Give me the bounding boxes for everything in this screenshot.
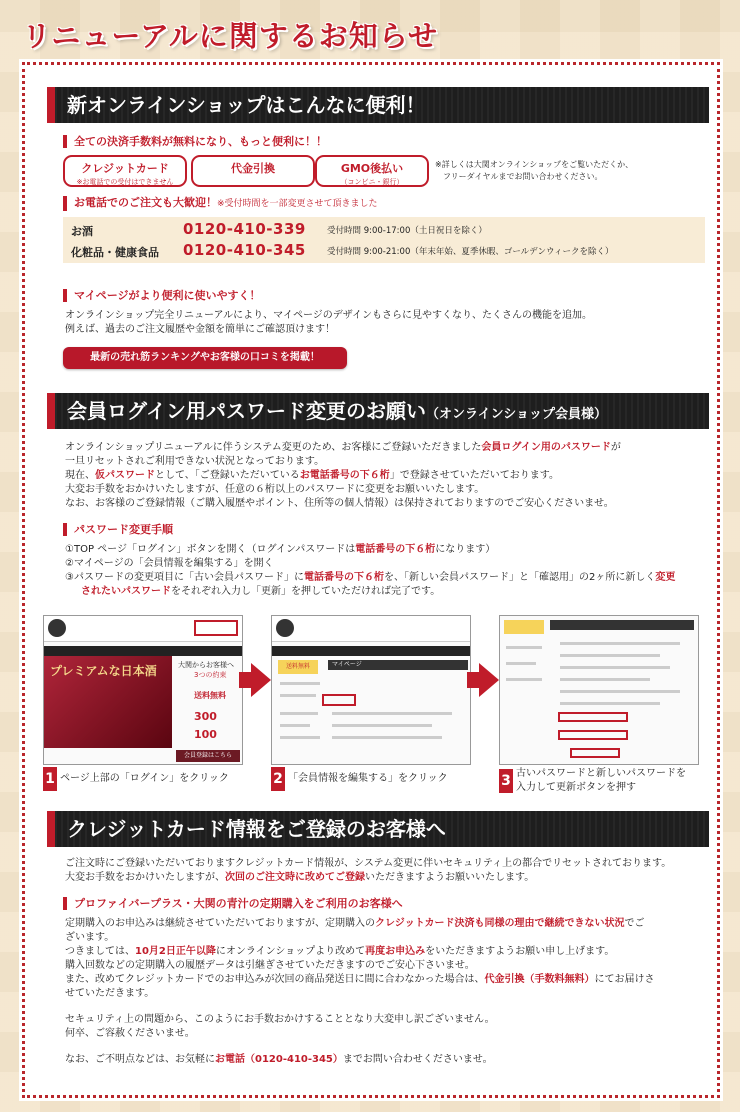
login-highlight bbox=[194, 620, 238, 636]
contact-line bbox=[65, 1053, 493, 1067]
step-text: ページ上部の「ログイン」をクリック bbox=[60, 773, 229, 784]
text-span: なお、ご不明点などは、お気軽に bbox=[65, 1054, 215, 1065]
phone-hours: 受付時間 9:00-21:00（年末年始、夏季休暇、ゴールデンウィークを除く） bbox=[327, 247, 614, 257]
credit-para-1: ご注文時にご登録いただいておりますクレジットカード情報が、システム変更に伴いセキュリティ上の都合でリセットされております。 bbox=[65, 858, 672, 869]
register-button: 会員登録はこちら bbox=[176, 750, 240, 762]
update-button-highlight bbox=[570, 748, 620, 758]
phone-number[interactable]: 0120-410-345 bbox=[183, 241, 306, 259]
step-text-line-1: 古いパスワードと新しいパスワードを bbox=[516, 768, 686, 779]
subscription-para-1 bbox=[65, 917, 644, 931]
mypage-text-1: オンラインショップ完全リニューアルにより、マイページのデザインもさらに見やすくなり、たくさんの機能を追加。 bbox=[65, 310, 593, 321]
password-header-small: （オンラインショップ会員様） bbox=[426, 407, 608, 422]
phone-title bbox=[63, 196, 378, 211]
text-span: までお問い合わせくださいませ。 bbox=[342, 1054, 493, 1065]
mypage-title: マイページがより便利に使いやすく！ bbox=[63, 289, 261, 302]
text-span: になります） bbox=[435, 544, 496, 555]
text-span: また、改めてクレジットカードでのお申込みが次回の商品発送日に間に合わなかった場合は、 bbox=[65, 974, 485, 985]
step-2 bbox=[271, 767, 448, 791]
cash-on-delivery-button[interactable] bbox=[191, 155, 315, 187]
phone-box bbox=[63, 217, 705, 263]
text-span-red: クレジットカード決済も同様の理由で継続できない状況 bbox=[375, 918, 625, 929]
cash-on-delivery-label: 代金引換 bbox=[231, 162, 275, 175]
text-span: いただきますようお願いいたします。 bbox=[365, 872, 535, 883]
credit-card-label: クレジットカード bbox=[81, 162, 169, 175]
step-number: 2 bbox=[271, 767, 285, 791]
screenshot-mypage bbox=[271, 615, 471, 765]
payment-note bbox=[435, 159, 633, 183]
logo-icon bbox=[276, 619, 294, 637]
subscription-title: プロファイバープラス・大関の青汁の定期購入をご利用のお客様へ bbox=[63, 897, 403, 910]
text-span: ①TOP ページ「ログイン」ボタンを開く（ログインパスワードは bbox=[65, 544, 356, 555]
step-number: 1 bbox=[43, 767, 57, 791]
step-text bbox=[516, 767, 686, 795]
text-span-red: 会員ログイン用のパスワード bbox=[481, 442, 611, 453]
subscription-para-5 bbox=[65, 973, 654, 987]
text-span: 」で登録させていただいております。 bbox=[389, 470, 560, 481]
form-header-bar bbox=[550, 620, 694, 630]
subscription-para-3 bbox=[65, 945, 614, 959]
password-para-4: 大変お手数をおかけいたしますが、任意の６桁以上のパスワードに変更をお願いいたします。 bbox=[65, 484, 485, 495]
text-span-red: 代金引換（手数料無料） bbox=[484, 974, 595, 985]
text-span-red: お電話番号の下６桁 bbox=[299, 470, 390, 481]
text-span: として、「ご登録いただいている bbox=[155, 470, 300, 481]
phone-title-text: お電話でのご注文も大歓迎！ bbox=[74, 196, 217, 209]
password-para-5: なお、お客様のご登録情報（ご購入履歴やポイント、住所等の個人情報）は保持されておりますのでご安心くださいませ。 bbox=[65, 498, 614, 509]
section-header-online-shop: 新オンラインショップはこんなに便利！ bbox=[47, 87, 709, 123]
password-step-3-cont bbox=[81, 585, 440, 599]
gmo-deferred-label: GMO後払い bbox=[340, 162, 404, 175]
text-span: をいただきますようお願い申し上げます。 bbox=[425, 946, 615, 957]
notice-panel bbox=[22, 62, 720, 1098]
step-text-line-2: 入力して更新ボタンを押す bbox=[516, 782, 636, 793]
gmo-deferred-sub: （コンビニ・銀行） bbox=[340, 178, 404, 186]
password-step-2: ②マイページの「会員情報を編集する」を開く bbox=[65, 558, 274, 569]
points-100: 100 bbox=[194, 728, 217, 741]
text-span: 大変お手数をおかけいたしますが、 bbox=[65, 872, 225, 883]
shipping-badge: 送料無料 bbox=[278, 660, 318, 674]
subscription-para-2: ざいます。 bbox=[65, 932, 115, 943]
password-step-3 bbox=[65, 571, 675, 585]
old-password-highlight bbox=[558, 712, 628, 722]
text-span-red: 再度お申込み bbox=[365, 946, 426, 957]
promise-title: 大関からお客様へ bbox=[178, 661, 234, 669]
text-span-red: されたいパスワード bbox=[81, 586, 171, 597]
password-steps-title: パスワード変更手順 bbox=[63, 523, 173, 536]
subscription-para-4: 購入回数などの定期購入の履歴データは引継ぎさせていただきますのでご安心下さいませ。 bbox=[65, 960, 475, 971]
new-password-highlight bbox=[558, 730, 628, 740]
text-span: を、「新しい会員パスワード」と「確認用」の2ヶ所に新しく bbox=[383, 572, 656, 583]
password-step-1 bbox=[65, 543, 495, 557]
section-header-credit-card: クレジットカード情報をご登録のお客様へ bbox=[47, 811, 709, 847]
edit-info-highlight bbox=[322, 694, 356, 706]
promo-badge bbox=[504, 620, 544, 634]
screenshot-top-page bbox=[43, 615, 243, 765]
phone-row-sake bbox=[63, 220, 705, 240]
step-3 bbox=[499, 767, 686, 795]
apology-line-2: 何卒、ご容赦くださいませ。 bbox=[65, 1028, 195, 1039]
credit-para-2 bbox=[65, 871, 534, 885]
credit-card-sub: ※お電話での受付はできません bbox=[76, 178, 174, 186]
logo-icon bbox=[48, 619, 66, 637]
payment-note-line-2: フリーダイヤルまでお問い合わせください。 bbox=[443, 172, 603, 181]
promise-sub: 3つの約束 bbox=[194, 671, 227, 679]
text-span: つきましては、 bbox=[65, 946, 135, 957]
phone-label: 化粧品・健康食品 bbox=[71, 246, 159, 259]
phone-number[interactable]: 0120-410-339 bbox=[183, 220, 306, 238]
text-span: にオンラインショップより改めて bbox=[215, 946, 366, 957]
text-span-red: 電話番号の下６桁 bbox=[355, 544, 436, 555]
text-span: が bbox=[610, 442, 621, 453]
contact-phone-link[interactable]: お電話（0120-410-345） bbox=[215, 1054, 343, 1065]
free-fee-title: 全ての決済手数料が無料になり、もっと便利に！！ bbox=[63, 135, 327, 148]
credit-card-button[interactable] bbox=[63, 155, 187, 187]
text-span: 定期購入のお申込みは継続させていただいておりますが、定期購入の bbox=[65, 918, 375, 929]
password-para-3 bbox=[65, 469, 559, 483]
text-span-red: 電話番号の下６桁 bbox=[303, 572, 384, 583]
text-span-red: 次回のご注文時に改めてご登録 bbox=[225, 872, 365, 883]
gmo-deferred-button[interactable] bbox=[315, 155, 429, 187]
step-text: 「会員情報を編集する」をクリック bbox=[288, 773, 448, 784]
password-para-1 bbox=[65, 441, 621, 455]
text-span: をそれぞれ入力し「更新」を押していただければ完了です。 bbox=[171, 586, 441, 597]
banner-title: プレミアムな日本酒 bbox=[50, 664, 157, 678]
free-shipping: 送料無料 bbox=[194, 691, 226, 700]
subscription-para-6: せていただきます。 bbox=[65, 988, 155, 999]
mypage-bar: マイページ bbox=[328, 660, 468, 670]
phone-title-note: ※受付時間を一部変更させて頂きました bbox=[217, 199, 378, 209]
text-span: 現在、 bbox=[65, 470, 95, 481]
password-header-text: 会員ログイン用パスワード変更のお願い bbox=[67, 399, 426, 423]
phone-label: お酒 bbox=[71, 225, 93, 238]
apology-line-1: セキュリティ上の問題から、このようにお手数おかけすることとなり大変申し訳ございません。 bbox=[65, 1014, 495, 1025]
mypage-text-2: 例えば、過去のご注文履歴や金額を簡単にご確認頂けます！ bbox=[65, 324, 335, 335]
arrow-right-icon bbox=[479, 663, 499, 697]
points-300: 300 bbox=[194, 710, 217, 723]
payment-note-line-1: ※詳しくは大関オンラインショップをご覧いただくか、 bbox=[435, 160, 634, 169]
text-span: ③パスワードの変更項目に「古い会員パスワード」に bbox=[65, 572, 304, 583]
section-header-password bbox=[47, 393, 709, 429]
text-span: オンラインショップリニューアルに伴うシステム変更のため、お客様にご登録いただきました bbox=[65, 442, 482, 453]
text-span-red: 仮パスワード bbox=[95, 470, 155, 481]
phone-row-cosmetics bbox=[63, 241, 705, 261]
text-span-red: 変更 bbox=[655, 572, 676, 583]
phone-hours: 受付時間 9:00-17:00（土日祝日を除く） bbox=[327, 226, 487, 236]
text-span: にてお届けさ bbox=[594, 974, 655, 985]
step-number: 3 bbox=[499, 769, 513, 793]
ranking-button[interactable]: 最新の売れ筋ランキングやお客様の口コミを掲載！ bbox=[63, 347, 347, 369]
text-span: でご bbox=[624, 918, 645, 929]
text-span-red: 10月2日正午以降 bbox=[135, 946, 216, 957]
password-para-2: 一旦リセットされご利用できない状況となっております。 bbox=[65, 456, 325, 467]
page-title: リニューアルに関するお知らせ bbox=[22, 19, 438, 53]
step-1 bbox=[43, 767, 229, 791]
screenshot-password-form bbox=[499, 615, 699, 765]
arrow-right-icon bbox=[251, 663, 271, 697]
